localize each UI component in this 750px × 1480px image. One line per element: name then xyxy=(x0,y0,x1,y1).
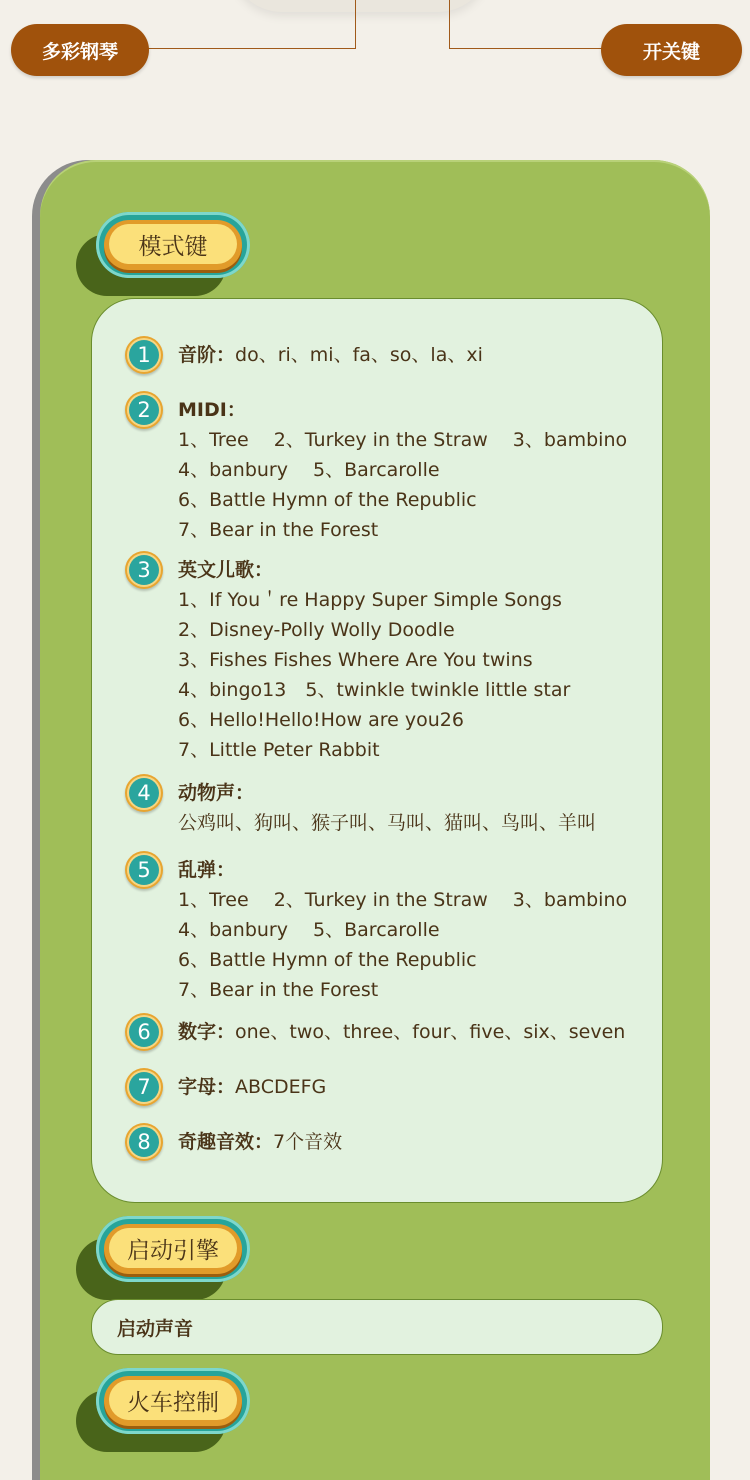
mode-item-text xyxy=(178,340,658,370)
number-badge xyxy=(125,336,163,374)
connector-line-right xyxy=(449,0,605,49)
mode-item-line: 4、banbury 5、Barcarolle xyxy=(178,919,440,941)
engine-sound-bar xyxy=(91,1299,663,1355)
number-badge xyxy=(125,1013,163,1051)
mode-item-line: 1、Tree 2、Turkey in the Straw 3、bambino xyxy=(178,889,628,911)
number-badge xyxy=(125,391,163,429)
mode-item-line: 6、Battle Hymn of the Republic xyxy=(178,949,477,971)
mode-item-value: one、two、three、four、five、six、seven xyxy=(235,1021,626,1043)
mode-item-heading xyxy=(178,395,658,425)
mode-item-heading xyxy=(178,340,658,370)
mode-item-line: 3、Fishes Fishes Where Are You twins xyxy=(178,649,533,671)
mode-item-line: 4、bingo13 5、twinkle twinkle little star xyxy=(178,679,571,701)
mode-item-text xyxy=(178,778,658,838)
number-badge-text: 5 xyxy=(129,855,159,885)
mode-item-line: 1、Tree 2、Turkey in the Straw 3、bambino xyxy=(178,429,628,451)
number-badge xyxy=(125,1123,163,1161)
mode-item-heading xyxy=(178,1127,658,1157)
mode-item-label: 动物声： xyxy=(178,782,255,804)
mode-item-line: 7、Little Peter Rabbit xyxy=(178,739,380,761)
mode-item-text xyxy=(178,555,658,765)
mode-item-text xyxy=(178,1127,658,1157)
mode-item-label: 乱弹： xyxy=(178,859,236,881)
number-badge-text: 6 xyxy=(129,1017,159,1047)
engine-sound-label: 启动声音 xyxy=(117,1317,194,1340)
engine-start-title: 启动引擎 xyxy=(109,1228,237,1268)
mode-item-line: 7、Bear in the Forest xyxy=(178,979,379,1001)
number-badge xyxy=(125,1068,163,1106)
mode-item-line: 4、banbury 5、Barcarolle xyxy=(178,459,440,481)
number-badge-text: 4 xyxy=(129,778,159,808)
mode-item-label: MIDI： xyxy=(178,399,246,421)
mode-item-text xyxy=(178,1072,658,1102)
mode-item-value: ABCDEFG xyxy=(235,1076,327,1098)
mode-item-line: 6、Battle Hymn of the Republic xyxy=(178,489,477,511)
mode-item-text xyxy=(178,395,658,545)
mode-item-line: 7、Bear in the Forest xyxy=(178,519,379,541)
train-control-tag xyxy=(96,1368,250,1434)
number-badge-text: 8 xyxy=(129,1127,159,1157)
mode-item-label: 数字： xyxy=(178,1021,236,1043)
number-badge xyxy=(125,851,163,889)
mode-item-label: 英文儿歌： xyxy=(178,559,274,581)
power-key-label: 开关键 xyxy=(601,24,742,76)
number-badge-text: 3 xyxy=(129,555,159,585)
mode-item-heading xyxy=(178,855,658,885)
mode-key-tag xyxy=(96,212,250,278)
train-control-title: 火车控制 xyxy=(109,1380,237,1420)
colorful-piano-label: 多彩钢琴 xyxy=(11,24,149,76)
mode-item-heading xyxy=(178,1072,658,1102)
mode-item-line: 公鸡叫、狗叫、猴子叫、马叫、猫叫、鸟叫、羊叫 xyxy=(178,812,597,834)
mode-item-heading xyxy=(178,555,658,585)
mode-item-line: 1、If You＇re Happy Super Simple Songs xyxy=(178,589,562,611)
number-badge-text: 2 xyxy=(129,395,159,425)
mode-item-heading xyxy=(178,1017,658,1047)
connector-line-left xyxy=(148,0,356,49)
number-badge xyxy=(125,774,163,812)
engine-start-tag xyxy=(96,1216,250,1282)
mode-item-label: 音阶： xyxy=(178,344,236,366)
mode-item-value: do、ri、mi、fa、so、la、xi xyxy=(235,344,483,366)
number-badge xyxy=(125,551,163,589)
mode-item-text xyxy=(178,1017,658,1047)
mode-item-heading xyxy=(178,778,658,808)
mode-item-text xyxy=(178,855,658,1005)
mode-item-line: 6、Hello!Hello!How are you26 xyxy=(178,709,464,731)
number-badge-text: 1 xyxy=(129,340,159,370)
mode-item-line: 2、Disney-Polly Wolly Doodle xyxy=(178,619,455,641)
number-badge-text: 7 xyxy=(129,1072,159,1102)
mode-item-label: 奇趣音效： xyxy=(178,1131,274,1153)
mode-key-title: 模式键 xyxy=(109,224,237,264)
mode-item-value: 7个音效 xyxy=(273,1131,343,1153)
mode-item-label: 字母： xyxy=(178,1076,236,1098)
